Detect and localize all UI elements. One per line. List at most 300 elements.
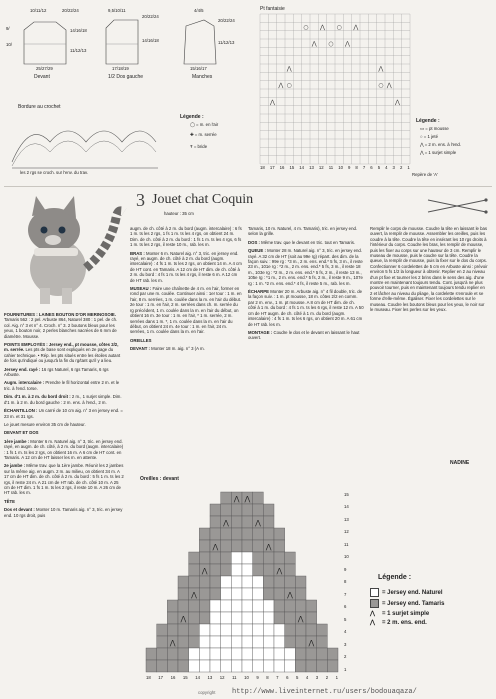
- oreilles-title: Oreilles : devant: [140, 476, 179, 482]
- grid-cell: [231, 564, 242, 576]
- grid-cell: [157, 648, 168, 660]
- grid-cell: [306, 660, 317, 672]
- instruction-text: Même trav. que le devant en tric. tout en Tamaris.: [261, 239, 356, 245]
- grid-cell: [306, 612, 317, 624]
- grid-cell: [295, 588, 306, 600]
- grid-cell: [253, 492, 264, 504]
- grid-cell: [285, 600, 296, 612]
- decrease-mark: ⋀: [276, 567, 283, 575]
- instruction-text: Un carré de 10 cm aig. n° 3 en jersey end. = 23 m. et 31 rgs.: [4, 408, 123, 419]
- decrease-mark: ⋀: [386, 82, 392, 90]
- decrease-mark: ⋀: [278, 82, 284, 90]
- instruction-text: Coudre le dos et le devant en laissant le haut ouvert.: [248, 329, 360, 341]
- instruction-paragraph: [4, 499, 124, 504]
- instruction-text: Monter 6 m. Naturel aig. n° 3, tric. en jersey end. rayé, en augm. de ch. côté à 2 m. du bord (augm. intercalaire) : 4 fs 1 m. ts les 2 rgs, on obtient 14 m. A 4 cm de HT cont. en Tamaris. A 12 cm de HT dim. de ch. côté à 2 m. du bord : 4 fs 1 m. ts les 4 rgs, il reste 6 m. A 12 cm de HT rab. les m.: [130, 250, 242, 283]
- grid-cell: [146, 648, 157, 660]
- grid-cell: [285, 576, 296, 588]
- grid-cell: [210, 504, 221, 516]
- grid-cell: [189, 636, 200, 648]
- grid-cell: [221, 576, 232, 588]
- grid-cell: [221, 612, 232, 624]
- col-number: 5: [377, 165, 381, 170]
- manches-top-label-2: 20/22/24: [218, 18, 235, 23]
- decrease-mark: ⋀: [255, 519, 261, 527]
- pt-legend-text-4: = 1 surjet simple: [424, 150, 457, 155]
- col-number: 16: [170, 675, 176, 680]
- devant-top-label-2: 20/22/24: [62, 8, 79, 13]
- schematics-panel: [4, 4, 242, 96]
- row-number: 12: [344, 529, 349, 535]
- grid-cell: [231, 660, 242, 672]
- col-number: 10: [338, 165, 343, 170]
- devant-left-label-2: 10/: [6, 42, 12, 47]
- grid-cell: [242, 648, 253, 660]
- grid-cell: [199, 528, 210, 540]
- decrease-mark: ⋀: [201, 567, 208, 575]
- chain-symbol-icon: ◯: [190, 122, 197, 127]
- instruction-paragraph: [4, 463, 124, 495]
- grid-cell: [242, 576, 253, 588]
- instruction-paragraph: [4, 380, 124, 391]
- grid-cell: [157, 660, 168, 672]
- pt-legend-text-3: = 2 m. ens. à l'end.: [424, 142, 462, 147]
- row-number: 15: [344, 492, 349, 497]
- grid-cell: [231, 612, 242, 624]
- grid-cell: [231, 624, 242, 636]
- instruction-text: Monter 6 m. Naturel aig. n° 3, tric. en jersey end. rayé, en augm. de ch. côté, à 2 m. du bord (augm. intercalaire) : 1 fs 1 m. ts les 2 rgs, on obtient 16 m. A 6 cm de HT cont. en Tamaris. A 12 cm de HT laisser les m. en attente.: [4, 438, 124, 460]
- grid-cell: [242, 504, 253, 516]
- grid-cell: [263, 516, 274, 528]
- instruction-paragraph: [130, 251, 242, 283]
- instruction-heading: 2e jambe :: [4, 463, 27, 469]
- grid-cell: [317, 636, 328, 648]
- grid-cell: [242, 624, 253, 636]
- grid-cell: [327, 648, 338, 660]
- grid-cell: [253, 600, 264, 612]
- instruction-paragraph: [4, 394, 124, 405]
- instruction-paragraph: [248, 248, 364, 286]
- instruction-heading: ÉCHANTILLON :: [4, 408, 39, 414]
- grid-cell: [263, 576, 274, 588]
- grid-cell: [317, 624, 328, 636]
- row-number: 9: [344, 566, 347, 572]
- instruction-paragraph: [4, 312, 124, 339]
- footer-url[interactable]: http://www.liveinternet.ru/users/bodouaqaza/: [232, 688, 417, 696]
- col-number: 7: [362, 165, 366, 170]
- instruction-heading: ÉCHARPE: [248, 289, 271, 295]
- pt-legend-text-2: = 1 jeté: [423, 134, 439, 139]
- bordure-legend-dc: [190, 144, 207, 149]
- dc-symbol-icon: Ŧ: [190, 144, 194, 149]
- dos-top-label: 9,5/10/11: [108, 8, 126, 13]
- grid-cell: [285, 624, 296, 636]
- decrease-mark: ⋀: [244, 495, 251, 503]
- pt-legend-4: [420, 150, 456, 155]
- grid-cell: [231, 540, 242, 552]
- pt-legend-3: [420, 142, 461, 147]
- grid-cell: [231, 552, 242, 564]
- grid-cell: [167, 600, 178, 612]
- grid-cell: [253, 564, 264, 576]
- pt-legend-1: [420, 126, 449, 131]
- col-number: 8: [266, 675, 269, 680]
- footer-copyright: copyright: [198, 690, 216, 695]
- instruction-heading: OREILLES: [130, 337, 152, 343]
- decrease-mark: ⋀: [191, 591, 197, 599]
- grid-cell: [242, 516, 253, 528]
- row-number: 1: [344, 666, 347, 672]
- grid-cell: [242, 588, 253, 600]
- grid-cell: [285, 564, 296, 576]
- instruction-paragraph: [248, 240, 364, 245]
- instruction-text: Monter 20 m. Arbuste aig. n° 4 fil double, tric. de la façon suiv. : 1 m. pt mousse, 18 m. côtes 2/2 en comm. par 2 m. env., 1 m. pt mousse. A 8 cm de HT dim. de ch. côté à 1 m. du bord : 4 fs 1 m. ts les 6 rgs, il reste 12 m. A 50 cm de HT augm. de ch. côté à 1 m. du bord (augm. intercalaire) : 4 fs 1 m. ts les 6 rgs, on obtient 20 m. A 61 cm de HT rab. les m.: [248, 289, 364, 327]
- grid-cell: [231, 528, 242, 540]
- instructions-column-2: [130, 226, 242, 466]
- instruction-paragraph: [130, 346, 242, 351]
- grid-cell: [263, 588, 274, 600]
- col-number: 6: [286, 675, 289, 680]
- col-number: 18: [260, 165, 265, 170]
- grid-cell: [231, 636, 242, 648]
- pt-legend-2: [420, 134, 438, 139]
- row-number: 4: [344, 629, 347, 635]
- grid-cell: [263, 552, 274, 564]
- grid-cell: [263, 648, 274, 660]
- grid-cell: [285, 660, 296, 672]
- grid-cell: [199, 552, 210, 564]
- instruction-heading: Jersey end. rayé :: [4, 366, 42, 372]
- decrease-mark: ⋀: [270, 98, 275, 106]
- article-hauteur: hauteur : 35 cm: [164, 211, 194, 216]
- grid-cell: [253, 624, 264, 636]
- row-number: 13: [344, 516, 349, 522]
- grid-cell: [317, 660, 328, 672]
- instruction-heading: FOURNITURES : LAINES BOUTON D'OR MERINOSOIE.: [4, 312, 116, 317]
- instruction-paragraph: [130, 226, 242, 248]
- col-number: 9: [348, 165, 351, 170]
- grid-cell: [178, 600, 189, 612]
- devant-right-label: 14/16/18: [70, 28, 87, 33]
- legend-tamaris: [370, 599, 444, 608]
- instruction-text: 16 rgs Naturel, 6 rgs Tamaris, 6 rgs Arbuste.: [4, 366, 109, 378]
- instruction-heading: BRAS :: [130, 250, 146, 256]
- col-number: 10: [244, 675, 249, 680]
- grid-cell: [242, 540, 253, 552]
- grid-cell: [242, 600, 253, 612]
- grid-cell: [231, 600, 242, 612]
- legend-naturel-text: = Jersey end. Naturel: [382, 589, 443, 596]
- instruction-paragraph: [248, 226, 364, 237]
- instruction-paragraph: [4, 422, 124, 427]
- devant-bottom-label: 25/27/29: [36, 66, 53, 71]
- col-number: 13: [309, 165, 314, 170]
- instruction-paragraph: [4, 342, 124, 364]
- grid-cell: [167, 648, 178, 660]
- yarn-over-mark: ○: [303, 23, 309, 31]
- grid-cell: [253, 552, 264, 564]
- grid-cell: [231, 648, 242, 660]
- grid-cell: [210, 576, 221, 588]
- grid-cell: [221, 648, 232, 660]
- grid-cell: [157, 636, 168, 648]
- instruction-text: Monter 18 m. aig. n° 3 (A m.: [151, 346, 205, 352]
- instruction-heading: TÊTE: [4, 498, 15, 504]
- grid-cell: [189, 552, 200, 564]
- col-number: 17: [158, 675, 164, 680]
- grid-cell: [253, 528, 264, 540]
- manches-bottom-label: 15/16/17: [190, 66, 207, 71]
- oreilles-legend: [370, 588, 444, 628]
- instruction-heading: DEVANT :: [130, 346, 152, 352]
- grid-cell: [263, 624, 274, 636]
- col-number: 12: [318, 165, 324, 170]
- grid-cell: [199, 636, 210, 648]
- grid-cell: [242, 528, 253, 540]
- decrease-mark: ⋀: [297, 615, 304, 623]
- grid-cell: [199, 588, 210, 600]
- instruction-text: Faire une chaînette de 4 m. en l'air, former en rond par une m. coulée. Continuer ainsi : 1er tour : 1 m. en l'air, 8 m. serrées, 1 m. coulée dans la m. en l'air du début. 2e tour : 1 m. en l'air, 2 m. serrées dans ch. m. serrée du rg précédent, 1 m. coulée dans la m. en l'air du début, on obtient 16 m. 3e tour : 1 m. en l'air, * 1 m. serrée, 2 m. serrées dans 1 m. *, 1 m. coulée dans la m. en l'air du début, on obtient 24 m. 4e tour : 1 m. en l'air, 24 m. serrées, 1 m. coulée dans la m. en l'air.: [130, 286, 242, 335]
- instruction-paragraph: [4, 507, 124, 518]
- col-number: 11: [328, 165, 334, 170]
- instruction-paragraph: [4, 408, 124, 419]
- instruction-text: Monter 10 m. Tamaris aig. n° 3, tric. en jersey end. 10 rgs droit, puis: [4, 507, 123, 518]
- grid-cell: [274, 540, 285, 552]
- grid-cell: [253, 576, 264, 588]
- grid-cell: [210, 528, 221, 540]
- grid-cell: [210, 612, 221, 624]
- instruction-heading: Dim. d'1 m. à 2 m. du bord droit :: [4, 394, 72, 400]
- grid-cell: [189, 576, 200, 588]
- grid-cell: [263, 636, 274, 648]
- instructions-column-4: [370, 226, 488, 446]
- grid-cell: [189, 648, 200, 660]
- naturel-swatch-icon: [370, 588, 379, 597]
- instruction-text: Le jouet mesure environ 35 cm de hauteur.: [4, 421, 86, 427]
- grid-cell: [189, 612, 200, 624]
- grid-cell: [221, 636, 232, 648]
- instruction-paragraph: [4, 367, 124, 378]
- grid-cell: [221, 492, 232, 504]
- pt-fantaisie-repere: Repère de 'A': [412, 172, 438, 177]
- cat-illustration: [6, 188, 126, 308]
- grid-cell: [253, 636, 264, 648]
- col-number: 1: [335, 675, 338, 680]
- grid-cell: [199, 600, 210, 612]
- bordure-legend-text-1: = m. en l'air: [196, 122, 219, 127]
- instruction-paragraph: [370, 226, 488, 313]
- sc-symbol-icon: ✚: [190, 132, 195, 137]
- col-number: 11: [232, 675, 237, 680]
- instructions-column-3: [248, 226, 364, 466]
- oreilles-row-numbers: [344, 492, 349, 672]
- legend-naturel: [370, 588, 444, 597]
- grid-cell: [253, 504, 264, 516]
- grid-cell: [146, 660, 157, 672]
- manches-right-label: 11/12/13: [218, 40, 235, 45]
- skp-icon: ⋀: [420, 150, 425, 155]
- instruction-heading: DOS :: [248, 239, 262, 245]
- grid-cell: [167, 660, 178, 672]
- grid-cell: [274, 624, 285, 636]
- decrease-mark: ⋀: [180, 615, 187, 623]
- instruction-heading: MUSEAU :: [130, 286, 153, 292]
- grid-cell: [167, 612, 178, 624]
- grid-cell: [221, 528, 232, 540]
- grid-cell: [157, 624, 168, 636]
- col-number: 8: [355, 165, 358, 170]
- decrease-mark: ⋀: [223, 519, 229, 527]
- col-number: 15: [289, 165, 295, 170]
- instruction-text: Monter 28 m. Naturel aig. n° 3, tric. en jersey end. rayé. A 32 cm de HT (soit au 99e rg) répart. des dim. de la façon suiv. : 99e rg : *3 m., 2 m. ens. end.* 5 fs, 3 m., il reste 23 m., 101e rg : *2 m., 2 m. ens. end.* 5 fs, 3 m., il reste 18 m., 103e rg : *2 m., 2 m. ens. end.* 5 fs, 2 m., il reste 13 m., 105e rg : *1 m., 2 m. ens. end.* 5 fs, 2 m., il reste 9 m., 107e rg : 1 m. *2 m. ens. end.* 4 fs, il reste 5 m., rab. les m.: [248, 248, 363, 286]
- yarn-over-mark: ○: [286, 82, 292, 90]
- grid-cell: [253, 540, 264, 552]
- grid-cell: [263, 564, 274, 576]
- decrease-mark: ⋀: [320, 23, 325, 31]
- schematics-drawing: [4, 4, 242, 96]
- instruction-text: Tamaris, 10 m. Naturel, 4 m. Tamaris), tric. en jersey end. selon la grille.: [248, 226, 358, 237]
- grid-cell: [253, 660, 264, 672]
- crochet-diagram: [10, 112, 160, 172]
- grid-cell: [199, 648, 210, 660]
- row-number: 8: [344, 579, 347, 585]
- decrease-mark: ⋀: [308, 639, 315, 647]
- grid-cell: [242, 612, 253, 624]
- grid-cell: [178, 636, 189, 648]
- grid-cell: [242, 564, 253, 576]
- yarn-over-mark: ○: [328, 40, 334, 48]
- col-number: 12: [219, 675, 225, 680]
- dos-right-label: 14/16/18: [142, 38, 159, 43]
- pt-fantaisie-title: Pt fantaisie: [260, 6, 285, 12]
- bordure-caption: les 2 rgs se croch. sur l'env. du trav.: [20, 170, 89, 175]
- grid-cell: [274, 600, 285, 612]
- grid-cell: [210, 600, 221, 612]
- k2tog-symbol-icon: ⋀: [370, 620, 375, 626]
- grid-cell: [199, 540, 210, 552]
- grid-cell: [295, 636, 306, 648]
- grid-cell: [263, 600, 274, 612]
- pt-fantaisie-panel: [250, 4, 492, 182]
- bordure-legend-sc: [190, 132, 217, 137]
- grid-cell: [231, 516, 242, 528]
- grid-cell: [231, 576, 242, 588]
- k2tog-icon: ⋀: [420, 142, 425, 147]
- bordure-legend-title: Légende :: [180, 114, 204, 120]
- legend-2mens-text: = 2 m. ens. end.: [382, 619, 427, 626]
- instruction-paragraph: [248, 330, 364, 341]
- grid-cell: [221, 564, 232, 576]
- instruction-text: Les pts de base sont expliqués en 2e page du cahier technique. • Rép. les pts situés entre les étoiles autant de fois qu'indiqué ou jusqu'à la fin du rg/tant qu'il y a lieu.: [4, 347, 121, 364]
- instruction-paragraph: [130, 286, 242, 335]
- grid-cell: [263, 612, 274, 624]
- instruction-heading: 1ère jambe :: [4, 438, 31, 444]
- grid-cell: [295, 576, 306, 588]
- grid-cell: [210, 636, 221, 648]
- grid-cell: [327, 660, 338, 672]
- instruction-heading: DEVANT ET DOS: [4, 430, 39, 436]
- row-number: 6: [344, 604, 347, 610]
- col-number: 3: [392, 165, 395, 170]
- grid-cell: [274, 648, 285, 660]
- bordure-title: Bordure au crochet: [18, 104, 61, 110]
- dos-bottom-label: 17/18/19: [112, 66, 129, 71]
- decrease-mark: ⋀: [169, 639, 176, 647]
- grid-cell: [189, 624, 200, 636]
- instruction-paragraph: [4, 430, 124, 435]
- grid-cell: [210, 552, 221, 564]
- needles-icon: [428, 196, 488, 216]
- decrease-mark: ⋀: [212, 543, 219, 551]
- legend-tamaris-text: = Jersey end. Tamaris: [382, 600, 445, 607]
- mousse-symbol-icon: ▭: [420, 126, 426, 131]
- grid-cell: [285, 648, 296, 660]
- dos-top-label-2: 20/22/24: [142, 14, 159, 19]
- col-number: 9: [256, 675, 259, 680]
- instruction-text: Prendre le fil horizontal entre 2 m. et le tric. à l'end. torse.: [4, 380, 120, 391]
- oreilles-panel: [132, 470, 492, 688]
- pt-legend-text-1: = pt mousse: [425, 126, 449, 131]
- grid-cell: [263, 660, 274, 672]
- grid-cell: [274, 636, 285, 648]
- grid-cell: [306, 648, 317, 660]
- instruction-heading: POINTS EMPLOYÉS : Jersey end., pt mousse, côtes 2/2, m. serrée.: [4, 342, 119, 353]
- article-title: Jouet chat Coquin: [152, 192, 254, 207]
- grid-cell: [189, 660, 200, 672]
- pt-legend-title: Légende :: [416, 118, 440, 124]
- row-number: 5: [344, 616, 347, 622]
- instruction-paragraph: [4, 439, 124, 461]
- devant-left-label: 9/: [6, 26, 10, 31]
- manches-top-label: 4/4/5: [194, 8, 204, 13]
- pt-fantaisie-grid: [260, 14, 410, 164]
- grid-cell: [221, 504, 232, 516]
- grid-cell: [263, 528, 274, 540]
- grid-cell: [263, 504, 274, 516]
- grid-cell: [231, 588, 242, 600]
- decrease-mark: ⋀: [353, 23, 359, 31]
- grid-cell: [295, 648, 306, 660]
- devant-label: Devant: [34, 74, 50, 80]
- row-number: 3: [344, 641, 347, 647]
- grid-cell: [178, 648, 189, 660]
- grid-cell: [253, 648, 264, 660]
- col-number: 17: [269, 165, 275, 170]
- grid-cell: [210, 624, 221, 636]
- grid-cell: [295, 624, 306, 636]
- grid-cell: [274, 612, 285, 624]
- grid-cell: [253, 612, 264, 624]
- bordure-legend-text-3: = bride: [193, 144, 208, 149]
- oreilles-col-numbers: [146, 675, 338, 680]
- grid-cell: [285, 636, 296, 648]
- grid-cell: [274, 528, 285, 540]
- instruction-heading: MONTAGE :: [248, 329, 274, 335]
- instruction-paragraph: [248, 289, 364, 327]
- grid-cell: [242, 552, 253, 564]
- manches-label: Manches: [192, 74, 213, 80]
- grid-cell: [306, 624, 317, 636]
- oreilles-legend-title: Légende :: [378, 574, 412, 581]
- instruction-text: Même trav. que la 1ère jambe. Réunir les 2 jambes sur la même aig. en augm. 2 m. au milieu, on obtient 34 m. A 17 cm de HT dim. de ch. côté à 2 m. du bord : 5 fs 1 m. ts les 2 rgs, il reste 24 m. A 21 cm de HT rab. de ch. côté 10 m. A 25 cm de HT dim. 1 fs 1 m. ts les 2 rgs, il reste 10 m. A 26 cm de HT rab. les m.: [4, 463, 124, 496]
- grid-cell: [231, 504, 242, 516]
- col-number: 2: [399, 165, 403, 170]
- grid-cell: [317, 648, 328, 660]
- grid-cell: [210, 588, 221, 600]
- legend-2mens: [370, 619, 444, 626]
- grid-cell: [178, 588, 189, 600]
- col-number: 15: [182, 675, 188, 680]
- yarn-over-mark: ○: [378, 82, 384, 90]
